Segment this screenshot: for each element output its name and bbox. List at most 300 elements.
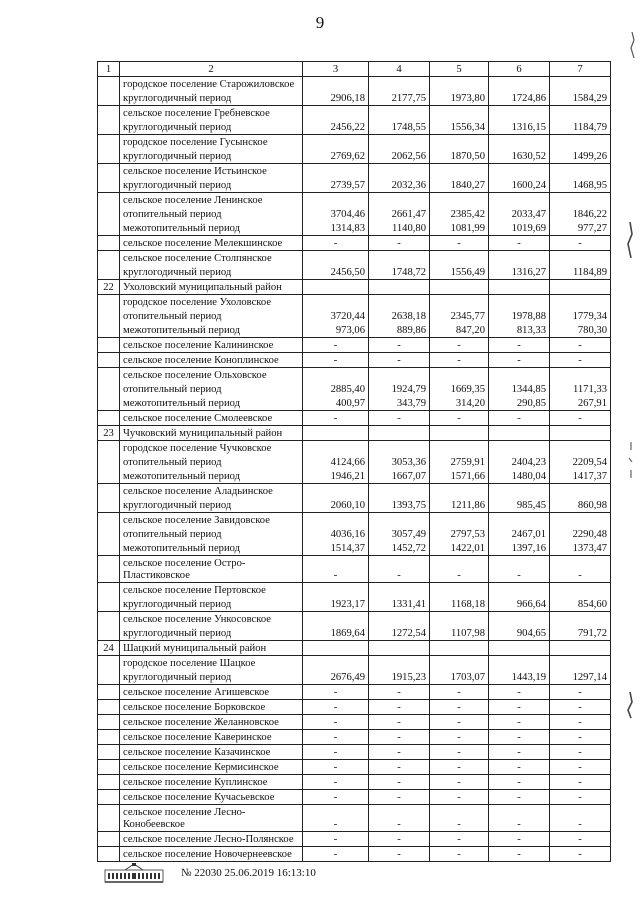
- value-cell: 2661,47: [369, 207, 430, 221]
- row-number-cell: [98, 730, 120, 745]
- value-cell: -: [369, 715, 430, 730]
- value-cell: [303, 426, 369, 441]
- value-cell: -: [430, 847, 489, 862]
- value-cell: 1499,26: [550, 149, 611, 164]
- value-cell: 2290,48: [550, 527, 611, 541]
- row-number-cell: 24: [98, 641, 120, 656]
- row-label: сельское поселение Пертовское: [120, 583, 303, 598]
- row-label: сельское поселение Аладьинское: [120, 484, 303, 499]
- value-cell: -: [489, 760, 550, 775]
- row-number-cell: [98, 469, 120, 484]
- row-label: сельское поселение Мелекшинское: [120, 236, 303, 251]
- table-row: [98, 556, 611, 583]
- value-cell: [369, 426, 430, 441]
- value-cell: 2177,75: [369, 91, 430, 106]
- row-label: городское поселение Чучковское: [120, 441, 303, 456]
- value-cell: -: [430, 338, 489, 353]
- document-stamp: [181, 867, 316, 879]
- value-cell: [430, 280, 489, 295]
- value-cell: 2467,01: [489, 527, 550, 541]
- value-cell: 1600,24: [489, 178, 550, 193]
- row-number-cell: [98, 164, 120, 179]
- table-row: [98, 626, 611, 641]
- row-number-cell: [98, 612, 120, 627]
- table-row: [98, 441, 611, 456]
- table-row: [98, 411, 611, 426]
- table-row: [98, 641, 611, 656]
- value-cell: [489, 641, 550, 656]
- row-number-cell: [98, 120, 120, 135]
- value-cell: 2456,22: [303, 120, 369, 135]
- row-number-cell: [98, 135, 120, 150]
- row-label: сельское поселение Казачинское: [120, 745, 303, 760]
- value-cell: 1924,79: [369, 382, 430, 396]
- value-cell: 1514,37: [303, 541, 369, 556]
- table-row: [98, 498, 611, 513]
- scan-edge-mark-icon: [628, 30, 638, 60]
- row-label: отопительный период: [120, 527, 303, 541]
- row-label: круглогодичный период: [120, 149, 303, 164]
- value-cell: 1973,80: [430, 91, 489, 106]
- value-cell: 1297,14: [550, 670, 611, 685]
- value-cell: [550, 106, 611, 121]
- value-cell: [430, 484, 489, 499]
- row-label: межотопительный период: [120, 221, 303, 236]
- row-label: отопительный период: [120, 309, 303, 323]
- value-cell: [303, 77, 369, 92]
- row-number-cell: [98, 715, 120, 730]
- row-number-cell: [98, 441, 120, 456]
- row-number-cell: [98, 583, 120, 598]
- header-cell: 6: [489, 62, 550, 77]
- value-cell: 2060,10: [303, 498, 369, 513]
- value-cell: [369, 513, 430, 528]
- value-cell: 2759,91: [430, 455, 489, 469]
- row-number-cell: [98, 411, 120, 426]
- value-cell: 1630,52: [489, 149, 550, 164]
- table-row: [98, 832, 611, 847]
- table-row: [98, 353, 611, 368]
- row-number-cell: [98, 685, 120, 700]
- value-cell: 2885,40: [303, 382, 369, 396]
- table-row: [98, 193, 611, 208]
- table-row: [98, 730, 611, 745]
- row-number-cell: [98, 513, 120, 528]
- value-cell: [369, 295, 430, 310]
- value-cell: [430, 106, 489, 121]
- row-label: круглогодичный период: [120, 626, 303, 641]
- row-number-cell: [98, 484, 120, 499]
- value-cell: 1140,80: [369, 221, 430, 236]
- value-cell: -: [303, 730, 369, 745]
- row-number-cell: [98, 775, 120, 790]
- value-cell: 791,72: [550, 626, 611, 641]
- row-label: городское поселение Старожиловское: [120, 77, 303, 92]
- value-cell: [489, 656, 550, 671]
- value-cell: 985,45: [489, 498, 550, 513]
- value-cell: 1272,54: [369, 626, 430, 641]
- table-row: [98, 236, 611, 251]
- table-row: [98, 527, 611, 541]
- row-number-cell: [98, 527, 120, 541]
- table-row: [98, 309, 611, 323]
- table-row: [98, 513, 611, 528]
- row-label: сельское поселение Ункосовское: [120, 612, 303, 627]
- value-cell: [369, 484, 430, 499]
- value-cell: 1019,69: [489, 221, 550, 236]
- row-number-cell: [98, 207, 120, 221]
- row-number-cell: [98, 236, 120, 251]
- row-label: Ухоловский муниципальный район: [120, 280, 303, 295]
- value-cell: 2797,53: [430, 527, 489, 541]
- number-sign: №: [181, 867, 192, 879]
- value-cell: 1556,49: [430, 265, 489, 280]
- value-cell: -: [489, 805, 550, 832]
- value-cell: 1669,35: [430, 382, 489, 396]
- value-cell: -: [550, 745, 611, 760]
- row-label: круглогодичный период: [120, 670, 303, 685]
- footer: [103, 862, 523, 886]
- value-cell: [303, 441, 369, 456]
- row-number-cell: [98, 178, 120, 193]
- value-cell: -: [303, 715, 369, 730]
- value-cell: 1344,85: [489, 382, 550, 396]
- value-cell: -: [489, 338, 550, 353]
- value-cell: 343,79: [369, 396, 430, 411]
- value-cell: 1748,72: [369, 265, 430, 280]
- table-row: [98, 251, 611, 266]
- value-cell: -: [369, 760, 430, 775]
- value-cell: 1417,37: [550, 469, 611, 484]
- value-cell: [369, 106, 430, 121]
- table-row: [98, 426, 611, 441]
- value-cell: [489, 368, 550, 383]
- value-cell: [303, 641, 369, 656]
- value-cell: 1184,89: [550, 265, 611, 280]
- value-cell: -: [430, 353, 489, 368]
- row-number-cell: [98, 670, 120, 685]
- table-row: [98, 120, 611, 135]
- table-row: [98, 323, 611, 338]
- value-cell: 1107,98: [430, 626, 489, 641]
- row-number-cell: [98, 295, 120, 310]
- row-label: отопительный период: [120, 382, 303, 396]
- value-cell: -: [303, 411, 369, 426]
- value-cell: -: [369, 775, 430, 790]
- row-number-cell: [98, 323, 120, 338]
- value-cell: -: [550, 760, 611, 775]
- value-cell: 1724,86: [489, 91, 550, 106]
- row-label: сельское поселение Калининское: [120, 338, 303, 353]
- table-row: [98, 760, 611, 775]
- row-label: сельское поселение Завидовское: [120, 513, 303, 528]
- value-cell: [430, 583, 489, 598]
- row-label: сельское поселение Гребневское: [120, 106, 303, 121]
- row-label: сельское поселение Новочернеевское: [120, 847, 303, 862]
- value-cell: -: [369, 790, 430, 805]
- value-cell: 1978,88: [489, 309, 550, 323]
- value-cell: 3057,49: [369, 527, 430, 541]
- row-number-cell: [98, 455, 120, 469]
- table-row: [98, 670, 611, 685]
- value-cell: [369, 583, 430, 598]
- row-number-cell: 22: [98, 280, 120, 295]
- value-cell: 1081,99: [430, 221, 489, 236]
- value-cell: -: [489, 556, 550, 583]
- value-cell: 3720,44: [303, 309, 369, 323]
- row-number-cell: [98, 626, 120, 641]
- row-number-cell: [98, 847, 120, 862]
- row-label: сельское поселение Лесно-Конобеевское: [120, 805, 303, 832]
- value-cell: 1571,66: [430, 469, 489, 484]
- value-cell: 290,85: [489, 396, 550, 411]
- row-label: отопительный период: [120, 455, 303, 469]
- value-cell: -: [430, 745, 489, 760]
- value-cell: 1556,34: [430, 120, 489, 135]
- row-number-cell: [98, 790, 120, 805]
- row-number-cell: [98, 338, 120, 353]
- row-label: сельское поселение Каверинское: [120, 730, 303, 745]
- value-cell: [303, 612, 369, 627]
- value-cell: 2769,62: [303, 149, 369, 164]
- table-row: [98, 280, 611, 295]
- value-cell: 1171,33: [550, 382, 611, 396]
- document-stamp-text: 22030 25.06.2019 16:13:10: [194, 867, 316, 879]
- row-label: Шацкий муниципальный район: [120, 641, 303, 656]
- value-cell: 1667,07: [369, 469, 430, 484]
- value-cell: [369, 193, 430, 208]
- value-cell: [303, 280, 369, 295]
- value-cell: [489, 251, 550, 266]
- value-cell: [430, 441, 489, 456]
- value-cell: -: [369, 745, 430, 760]
- value-cell: 2209,54: [550, 455, 611, 469]
- row-number-cell: [98, 382, 120, 396]
- row-number-cell: [98, 556, 120, 583]
- row-number-cell: [98, 91, 120, 106]
- row-label: Чучковский муниципальный район: [120, 426, 303, 441]
- value-cell: 1846,22: [550, 207, 611, 221]
- row-number-cell: [98, 805, 120, 832]
- table-row: [98, 221, 611, 236]
- row-label: городское поселение Шацкое: [120, 656, 303, 671]
- value-cell: 1211,86: [430, 498, 489, 513]
- value-cell: 2385,42: [430, 207, 489, 221]
- value-cell: -: [489, 700, 550, 715]
- value-cell: [489, 583, 550, 598]
- value-cell: [369, 612, 430, 627]
- value-cell: 1452,72: [369, 541, 430, 556]
- row-label: круглогодичный период: [120, 120, 303, 135]
- value-cell: -: [430, 832, 489, 847]
- value-cell: [430, 77, 489, 92]
- row-number-cell: [98, 221, 120, 236]
- value-cell: 2345,77: [430, 309, 489, 323]
- value-cell: [430, 641, 489, 656]
- value-cell: -: [550, 338, 611, 353]
- header-cell: 1: [98, 62, 120, 77]
- value-cell: -: [489, 685, 550, 700]
- value-cell: 4124,66: [303, 455, 369, 469]
- row-label: круглогодичный период: [120, 498, 303, 513]
- header-cell: 7: [550, 62, 611, 77]
- value-cell: [489, 426, 550, 441]
- table-row: [98, 295, 611, 310]
- value-cell: 1840,27: [430, 178, 489, 193]
- row-label: сельское поселение Борковское: [120, 700, 303, 715]
- table-row: [98, 847, 611, 862]
- value-cell: 780,30: [550, 323, 611, 338]
- value-cell: 3704,46: [303, 207, 369, 221]
- value-cell: 1779,34: [550, 309, 611, 323]
- header-cell: 3: [303, 62, 369, 77]
- value-cell: 1316,15: [489, 120, 550, 135]
- table-row: [98, 178, 611, 193]
- value-cell: 1331,41: [369, 597, 430, 612]
- value-cell: 860,98: [550, 498, 611, 513]
- value-cell: -: [550, 353, 611, 368]
- table-row: [98, 368, 611, 383]
- table-row: [98, 91, 611, 106]
- value-cell: 2032,36: [369, 178, 430, 193]
- value-cell: [303, 513, 369, 528]
- table-row: [98, 338, 611, 353]
- value-cell: [303, 251, 369, 266]
- table-row: [98, 469, 611, 484]
- value-cell: [303, 135, 369, 150]
- value-cell: -: [430, 805, 489, 832]
- table-row: [98, 597, 611, 612]
- value-cell: [369, 251, 430, 266]
- value-cell: [489, 612, 550, 627]
- value-cell: [303, 484, 369, 499]
- row-label: межотопительный период: [120, 469, 303, 484]
- value-cell: [303, 164, 369, 179]
- value-cell: [303, 106, 369, 121]
- value-cell: -: [489, 730, 550, 745]
- value-cell: 973,06: [303, 323, 369, 338]
- value-cell: [369, 164, 430, 179]
- value-cell: -: [550, 790, 611, 805]
- value-cell: [489, 484, 550, 499]
- value-cell: 1184,79: [550, 120, 611, 135]
- value-cell: -: [303, 338, 369, 353]
- value-cell: 1314,83: [303, 221, 369, 236]
- value-cell: [489, 106, 550, 121]
- value-cell: -: [430, 685, 489, 700]
- row-number-cell: [98, 368, 120, 383]
- value-cell: 1703,07: [430, 670, 489, 685]
- value-cell: 1480,04: [489, 469, 550, 484]
- value-cell: -: [489, 790, 550, 805]
- value-cell: 2456,50: [303, 265, 369, 280]
- table-row: [98, 106, 611, 121]
- value-cell: 1397,16: [489, 541, 550, 556]
- value-cell: [369, 135, 430, 150]
- value-cell: 904,65: [489, 626, 550, 641]
- value-cell: 977,27: [550, 221, 611, 236]
- value-cell: 3053,36: [369, 455, 430, 469]
- value-cell: -: [369, 236, 430, 251]
- value-cell: [550, 513, 611, 528]
- value-cell: -: [430, 775, 489, 790]
- value-cell: -: [550, 730, 611, 745]
- value-cell: [550, 280, 611, 295]
- row-label: сельское поселение Ольховское: [120, 368, 303, 383]
- table-row: [98, 685, 611, 700]
- table-row: [98, 775, 611, 790]
- value-cell: 2404,23: [489, 455, 550, 469]
- header-cell: 2: [120, 62, 303, 77]
- value-cell: -: [369, 556, 430, 583]
- row-label: круглогодичный период: [120, 597, 303, 612]
- value-cell: -: [489, 236, 550, 251]
- row-number-cell: [98, 656, 120, 671]
- value-cell: -: [489, 775, 550, 790]
- row-label: круглогодичный период: [120, 91, 303, 106]
- row-label: сельское поселение Куплинское: [120, 775, 303, 790]
- scan-edge-mark-icon: [624, 220, 636, 260]
- value-cell: 2062,56: [369, 149, 430, 164]
- row-number-cell: [98, 193, 120, 208]
- page-number: 9: [315, 13, 325, 32]
- building-logo-icon: [103, 862, 165, 884]
- value-cell: [369, 641, 430, 656]
- value-cell: -: [303, 847, 369, 862]
- value-cell: -: [430, 760, 489, 775]
- value-cell: -: [489, 832, 550, 847]
- value-cell: [550, 426, 611, 441]
- table-row: [98, 805, 611, 832]
- value-cell: [550, 656, 611, 671]
- value-cell: -: [303, 805, 369, 832]
- table-row: [98, 164, 611, 179]
- value-cell: 2739,57: [303, 178, 369, 193]
- row-label: сельское поселение Коноплинское: [120, 353, 303, 368]
- value-cell: -: [369, 685, 430, 700]
- value-cell: [550, 251, 611, 266]
- value-cell: [303, 295, 369, 310]
- value-cell: [550, 484, 611, 499]
- table-row: [98, 396, 611, 411]
- value-cell: -: [430, 236, 489, 251]
- value-cell: [430, 135, 489, 150]
- value-cell: -: [430, 700, 489, 715]
- value-cell: [550, 612, 611, 627]
- value-cell: -: [303, 236, 369, 251]
- value-cell: [489, 295, 550, 310]
- row-number-cell: [98, 106, 120, 121]
- value-cell: 400,97: [303, 396, 369, 411]
- value-cell: [430, 426, 489, 441]
- value-cell: -: [489, 715, 550, 730]
- row-label: сельское поселение Агишевское: [120, 685, 303, 700]
- value-cell: 1393,75: [369, 498, 430, 513]
- value-cell: [489, 441, 550, 456]
- value-cell: -: [369, 411, 430, 426]
- value-cell: [430, 656, 489, 671]
- value-cell: [303, 368, 369, 383]
- value-cell: [489, 280, 550, 295]
- value-cell: [489, 135, 550, 150]
- row-number-cell: [98, 309, 120, 323]
- table-row: [98, 745, 611, 760]
- value-cell: 1923,17: [303, 597, 369, 612]
- value-cell: -: [430, 715, 489, 730]
- value-cell: [430, 513, 489, 528]
- value-cell: -: [489, 745, 550, 760]
- row-number-cell: [98, 498, 120, 513]
